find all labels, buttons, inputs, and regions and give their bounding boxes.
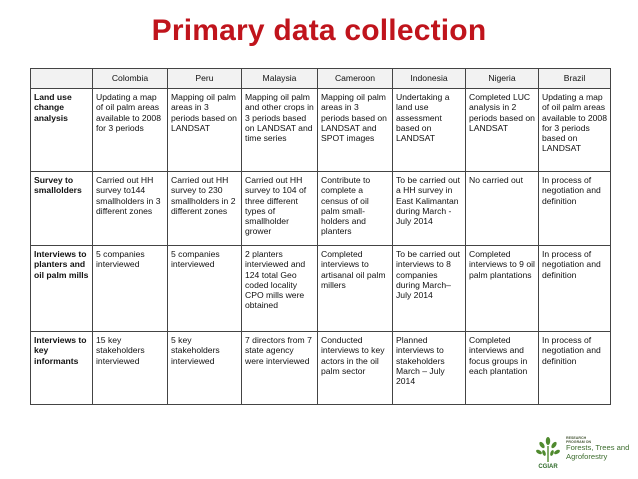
column-header-nigeria: Nigeria bbox=[466, 69, 539, 89]
column-header-brazil: Brazil bbox=[539, 69, 611, 89]
table-row bbox=[31, 332, 611, 405]
table-row bbox=[31, 246, 611, 332]
table-cell: Carried out HH survey to 230 smallholders in 2 different zones bbox=[168, 172, 242, 246]
table-cell: Undertaking a land use assessment based on LANDSAT bbox=[393, 89, 466, 172]
table-cell: 5 key stakeholders interviewed bbox=[168, 332, 242, 405]
row-label: Survey to smallolders bbox=[31, 172, 93, 246]
table-row bbox=[31, 172, 611, 246]
cgiar-logo bbox=[533, 435, 633, 475]
table-cell: Updating a map of oil palm areas available to 2008 for 3 periods based on LANDSAT bbox=[539, 89, 611, 172]
table-cell: Completed LUC analysis in 2 periods based on LANDSAT bbox=[466, 89, 539, 172]
table-cell: No carried out bbox=[466, 172, 539, 246]
column-header-malaysia: Malaysia bbox=[242, 69, 318, 89]
table-cell: 2 planters interviewed and 124 total Geo coded locality CPO mills were obtained bbox=[242, 246, 318, 332]
leaf-icon bbox=[533, 436, 563, 474]
data-collection-table bbox=[30, 68, 611, 405]
table-cell: To be carried out a HH survey in East Kalimantan during March - July 2014 bbox=[393, 172, 466, 246]
table-cell: Completed interviews to 9 oil palm plantations bbox=[466, 246, 539, 332]
table-header-row bbox=[31, 69, 611, 89]
header-corner-cell bbox=[31, 69, 93, 89]
table-cell: 5 companies interviewed bbox=[93, 246, 168, 332]
row-label: Interviews to planters and oil palm mills bbox=[31, 246, 93, 332]
table-cell: Updating a map of oil palm areas available to 2008 for 3 periods bbox=[93, 89, 168, 172]
table-cell: Completed interviews to artisanal oil palm millers bbox=[318, 246, 393, 332]
table-cell: Completed interviews and focus groups in each plantation bbox=[466, 332, 539, 405]
table-cell: 7 directors from 7 state agency were interviewed bbox=[242, 332, 318, 405]
table-cell: In process of negotiation and definition bbox=[539, 332, 611, 405]
table-cell: Planned interviews to stakeholders March – July 2014 bbox=[393, 332, 466, 405]
column-header-colombia: Colombia bbox=[93, 69, 168, 89]
table-cell: In process of negotiation and definition bbox=[539, 172, 611, 246]
logo-org-name: CGIAR bbox=[538, 464, 558, 470]
table-cell: To be carried out interviews to 8 companies during March– July 2014 bbox=[393, 246, 466, 332]
table-cell: Mapping oil palm areas in 3 periods based on LANDSAT bbox=[168, 89, 242, 172]
table-cell: Contribute to complete a census of oil palm small-holders and planters bbox=[318, 172, 393, 246]
logo-program-line2: PROGRAM ON bbox=[566, 440, 592, 444]
logo-program-line1: RESEARCH bbox=[566, 436, 587, 440]
table-row bbox=[31, 89, 611, 172]
column-header-peru: Peru bbox=[168, 69, 242, 89]
table-cell: 15 key stakeholders interviewed bbox=[93, 332, 168, 405]
table-cell: Carried out HH survey to 104 of three different types of smallholder grower bbox=[242, 172, 318, 246]
logo-wordmark bbox=[566, 436, 633, 461]
table-cell: Mapping oil palm areas in 3 periods based on LANDSAT and SPOT images bbox=[318, 89, 393, 172]
table-cell: Mapping oil palm and other crops in 3 periods based on LANDSAT and time series bbox=[242, 89, 318, 172]
table-cell: Carried out HH survey to144 smallholders in 3 different zones bbox=[93, 172, 168, 246]
column-header-cameroon: Cameroon bbox=[318, 69, 393, 89]
table-cell: Conducted interviews to key actors in the oil palm sector bbox=[318, 332, 393, 405]
column-header-indonesia: Indonesia bbox=[393, 69, 466, 89]
row-label: Interviews to key informants bbox=[31, 332, 93, 405]
table-cell: In process of negotiation and definition bbox=[539, 246, 611, 332]
row-label: Land use change analysis bbox=[31, 89, 93, 172]
page-title: Primary data collection bbox=[151, 14, 487, 47]
logo-name-line1: Forests, Trees and bbox=[566, 443, 630, 452]
table-cell: 5 companies interviewed bbox=[168, 246, 242, 332]
logo-name-line2: Agroforestry bbox=[566, 451, 608, 461]
